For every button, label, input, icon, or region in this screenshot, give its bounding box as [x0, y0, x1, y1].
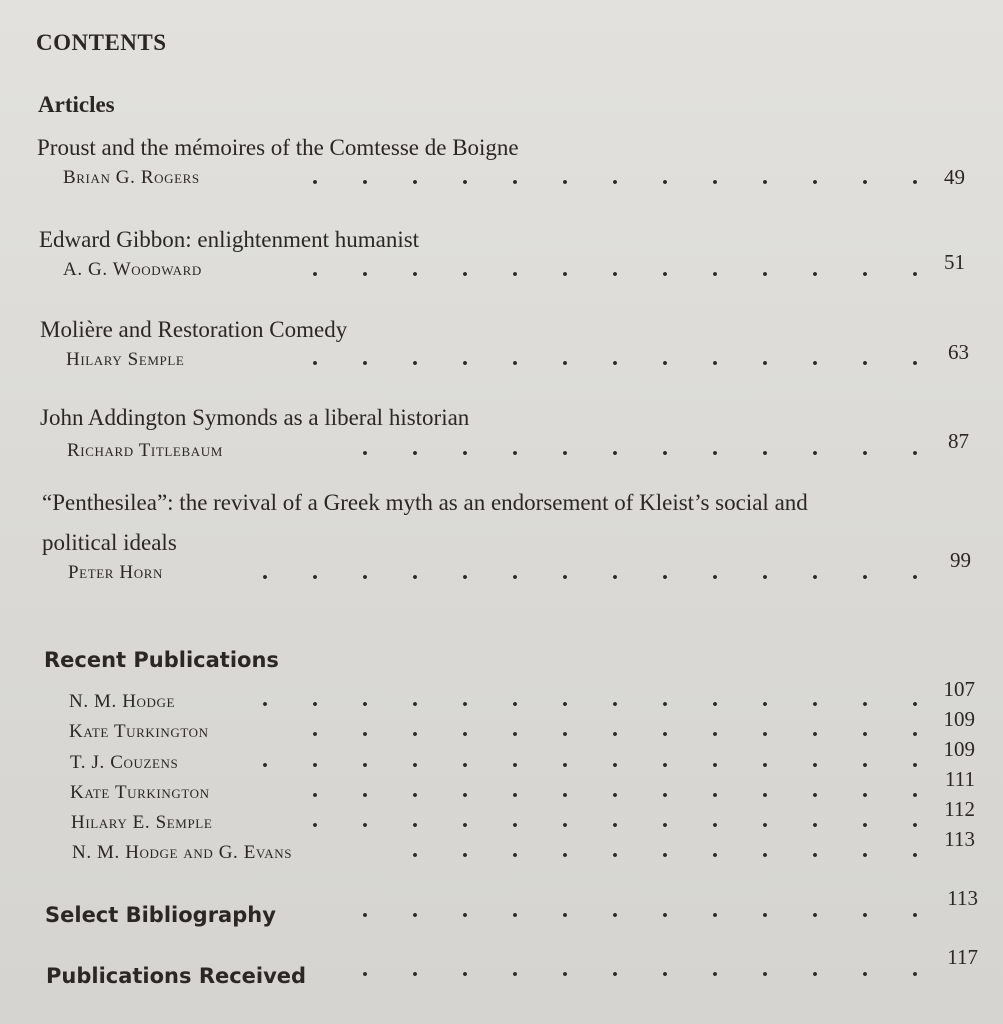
- dot-leader: [240, 567, 920, 587]
- dot-leader: [290, 785, 920, 805]
- article-title-line2: political ideals: [42, 530, 177, 555]
- dot-leader: [390, 845, 920, 865]
- select-bibliography-heading: Select Bibliography: [45, 903, 276, 927]
- page-number: 109: [943, 707, 975, 731]
- page-number: 113: [947, 886, 978, 910]
- publication-author: N. M. Hodge and G. Evans: [72, 842, 293, 863]
- dot-leader: [290, 353, 920, 373]
- article-author: Richard Titlebaum: [67, 440, 223, 461]
- publication-author: Hilary E. Semple: [71, 812, 213, 833]
- article-title-line1: “Penthesilea”: the revival of a Greek myth as an endorsement of Kleist’s social and: [42, 490, 808, 515]
- article-title: Proust and the mémoires of the Comtesse de Boigne: [37, 135, 519, 160]
- article-author: A. G. Woodward: [63, 259, 202, 280]
- page-number: 111: [945, 767, 975, 791]
- article-author: Peter Horn: [68, 562, 163, 583]
- dot-leader: [290, 264, 920, 284]
- dot-leader: [240, 755, 920, 775]
- dot-leader: [340, 964, 920, 984]
- recent-publications-heading: Recent Publications: [44, 648, 279, 672]
- dot-leader: [290, 815, 920, 835]
- page-number: 51: [944, 250, 965, 274]
- dot-leader: [240, 694, 920, 714]
- page-number: 49: [944, 165, 965, 189]
- dot-leader: [340, 905, 920, 925]
- dot-leader: [290, 724, 920, 744]
- dot-leader: [340, 443, 920, 463]
- article-title: Molière and Restoration Comedy: [40, 317, 348, 342]
- page-number: 87: [948, 429, 969, 453]
- page-number: 117: [947, 945, 978, 969]
- article-author: Brian G. Rogers: [63, 167, 200, 188]
- dot-leader: [290, 172, 920, 192]
- page-number: 63: [948, 340, 969, 364]
- publication-author: T. J. Couzens: [70, 752, 179, 773]
- article-author: Hilary Semple: [66, 349, 185, 370]
- publication-author: Kate Turkington: [69, 721, 209, 742]
- page-number: 112: [944, 797, 975, 821]
- article-title: John Addington Symonds as a liberal historian: [40, 405, 470, 430]
- page-number: 107: [943, 677, 975, 701]
- publication-author: Kate Turkington: [70, 782, 210, 803]
- publication-author: N. M. Hodge: [69, 691, 176, 712]
- page-number: 99: [950, 548, 971, 572]
- publications-received-heading: Publications Received: [46, 964, 307, 988]
- article-title: Edward Gibbon: enlightenment humanist: [39, 227, 420, 252]
- articles-heading: Articles: [38, 92, 115, 117]
- page-title: CONTENTS: [36, 30, 167, 55]
- page-number: 109: [943, 737, 975, 761]
- page-number: 113: [944, 827, 975, 851]
